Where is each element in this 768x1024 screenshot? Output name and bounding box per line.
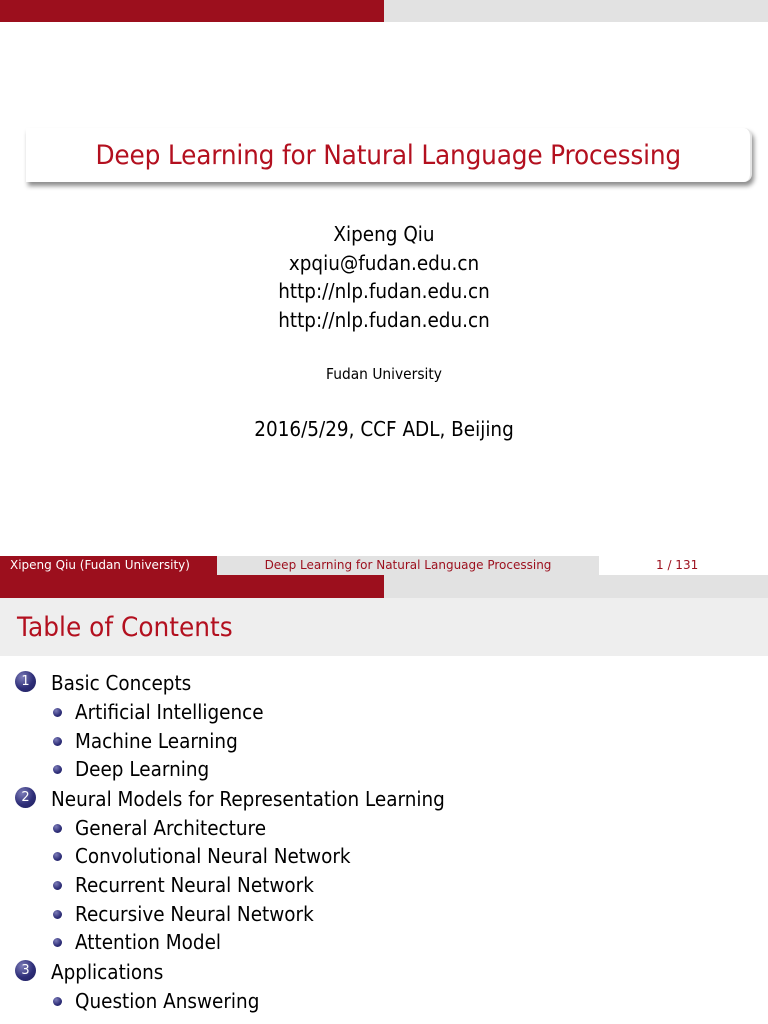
header-bar-red	[0, 0, 384, 22]
bullet-icon	[53, 852, 62, 861]
subsection-label: Question Answering	[75, 988, 260, 1013]
slide-title: Deep Learning for Natural Language Processing	[95, 139, 681, 171]
bullet-icon	[53, 910, 62, 919]
toc-subsection[interactable]	[0, 987, 768, 1016]
header-bar-grey	[384, 0, 768, 22]
subsection-label: Recursive Neural Network	[75, 901, 314, 926]
section-number-badge: 3	[15, 960, 36, 981]
bullet-icon	[53, 765, 62, 774]
subsection-label: Convolutional Neural Network	[75, 844, 351, 869]
subsection-label: Deep Learning	[75, 757, 210, 782]
bullet-icon	[53, 824, 62, 833]
toc-subsection[interactable]	[0, 900, 768, 929]
frame-title-bar	[0, 598, 768, 656]
subsection-label: Artificial Intelligence	[75, 700, 264, 724]
header-bar-grey	[384, 575, 768, 598]
section-label: Applications	[51, 959, 164, 984]
subsection-label: General Architecture	[75, 815, 267, 840]
footer-bar	[0, 556, 768, 575]
author-url-1[interactable]: http://nlp.fudan.edu.cn	[278, 279, 490, 303]
section-number-badge: 1	[15, 671, 36, 692]
institute-name: Fudan University	[326, 365, 442, 383]
author-name: Xipeng Qiu	[333, 222, 435, 246]
toc-subsection[interactable]	[0, 842, 768, 871]
bullet-icon	[53, 997, 62, 1006]
toc-subsection[interactable]	[0, 928, 768, 957]
toc-section[interactable]	[0, 668, 768, 698]
toc-subsection[interactable]	[0, 727, 768, 756]
toc-title: Table of Contents	[17, 612, 233, 643]
bullet-icon	[53, 881, 62, 890]
toc-subsection[interactable]	[0, 698, 768, 727]
toc-subsection[interactable]	[0, 755, 768, 784]
header-bar-red	[0, 575, 384, 598]
subsection-label: Recurrent Neural Network	[75, 872, 314, 897]
author-email[interactable]: xpqiu@fudan.edu.cn	[288, 250, 480, 275]
author-block	[0, 220, 768, 334]
institute	[0, 365, 768, 383]
bullet-icon	[53, 938, 62, 947]
footer-page-number: 1 / 131	[599, 556, 768, 575]
section-label: Basic Concepts	[51, 671, 192, 695]
section-label: Neural Models for Representation Learning	[51, 786, 445, 811]
section-number-badge: 2	[15, 787, 36, 808]
date-text: 2016/5/29, CCF ADL, Beijing	[254, 417, 514, 441]
footer-title: Deep Learning for Natural Language Processing	[217, 556, 599, 575]
table-of-contents	[0, 668, 768, 1015]
toc-subsection[interactable]	[0, 814, 768, 843]
bullet-icon	[53, 708, 62, 717]
bullet-icon	[53, 737, 62, 746]
footer-author: Xipeng Qiu (Fudan University)	[0, 556, 217, 575]
subsection-label: Machine Learning	[75, 728, 238, 753]
header-bar-slide-2	[0, 575, 768, 598]
author-url-2[interactable]: http://nlp.fudan.edu.cn	[278, 307, 490, 332]
header-bar	[0, 0, 768, 22]
slide-title-box	[26, 128, 752, 182]
toc-section[interactable]	[0, 784, 768, 814]
subsection-label: Attention Model	[75, 930, 222, 955]
toc-section[interactable]	[0, 957, 768, 987]
toc-subsection[interactable]	[0, 871, 768, 900]
date-line	[0, 417, 768, 441]
